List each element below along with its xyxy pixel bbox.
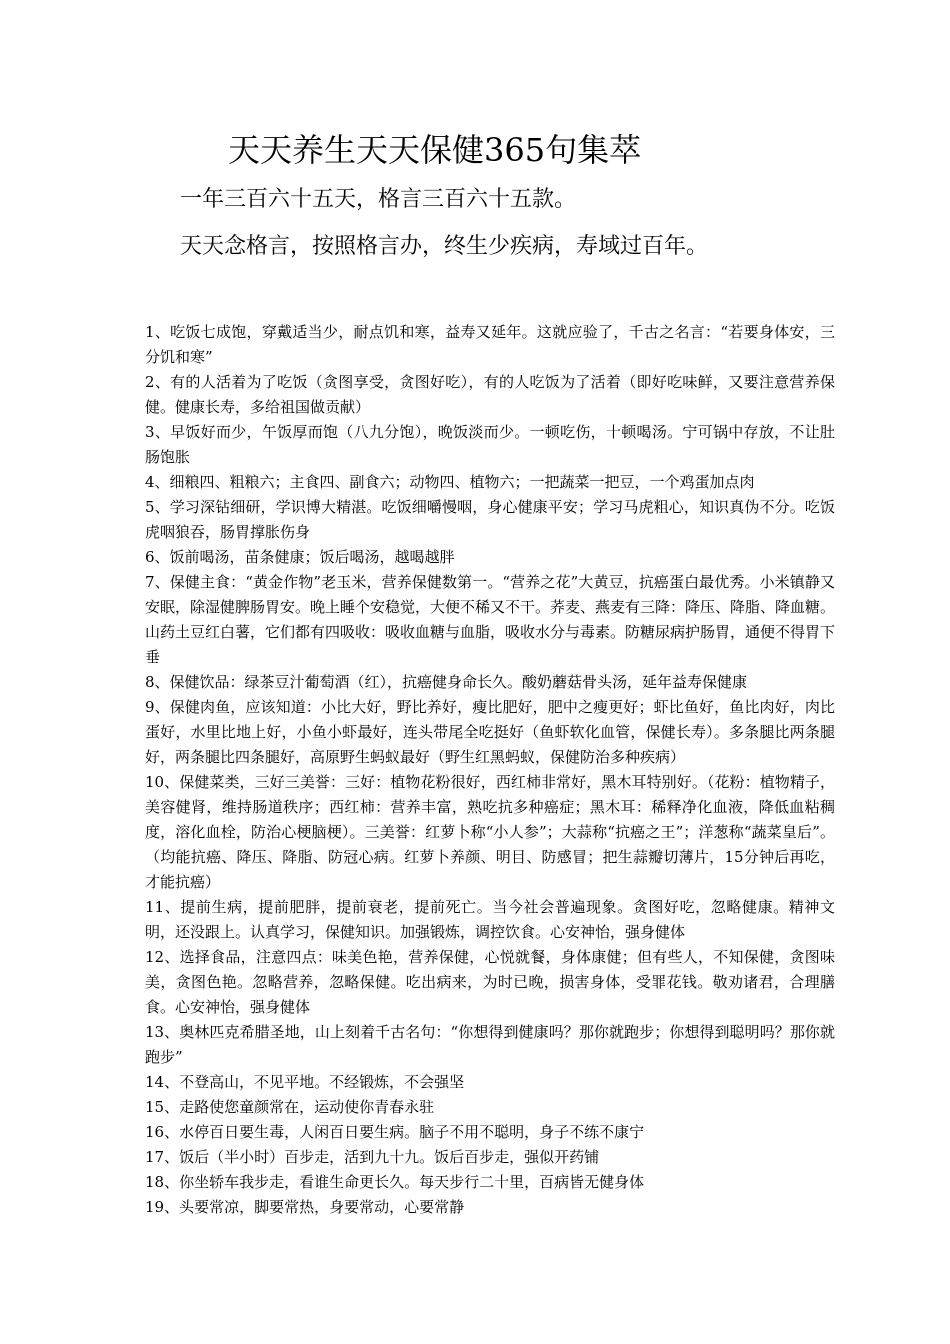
maxim-item: 19、头要常凉，脚要常热，身要常动，心要常静 [145,1198,465,1216]
motto-line-2: 天天念格言，按照格言办，终生少疾病，寿域过百年。 [180,234,709,259]
maxim-item: 9、保健肉鱼，应该知道：小比大好，野比养好，瘦比肥好，肥中之瘦更好；虾比鱼好，鱼比肉好，肉比蛋好，水里比地上好，小鱼小虾最好，连头带尾全吃挺好（鱼虾软化血管，保健长寿）。多条腿比两条腿好，两条腿比四条腿好，高原野生蚂蚁最好（野生红黑蚂蚁，保健防治多种疾病） [145,698,835,766]
document-title: 天天养生天天保健365句集萃 [228,131,642,169]
maxim-item: 6、饭前喝汤，苗条健康；饭后喝汤，越喝越胖 [145,548,455,566]
maxim-item: 11、提前生病，提前肥胖，提前衰老，提前死亡。当今社会普遍现象。贪图好吃，忽略健康。精神文明，还没跟上。认真学习，保健知识。加强锻炼，调控饮食。心安神怡，强身健体 [145,898,835,941]
maxim-item: 14、不登高山，不见平地。不经锻炼，不会强坚 [145,1073,465,1091]
maxim-item: 13、奥林匹克希腊圣地，山上刻着千古名句：“你想得到健康吗？那你就跑步；你想得到聪明吗？那你就跑步” [145,1023,835,1066]
maxim-item: 5、学习深钻细研，学识博大精湛。吃饭细嚼慢咽，身心健康平安；学习马虎粗心，知识真伪不分。吃饭虎咽狼吞，肠胃撑胀伤身 [145,498,835,541]
maxim-list [145,320,835,1220]
maxim-item: 3、早饭好而少，午饭厚而饱（八九分饱），晚饭淡而少。一顿吃伤，十顿喝汤。宁可锅中存放，不让肚肠饱胀 [145,423,835,466]
maxim-item: 7、保健主食：“黄金作物”老玉米，营养保健数第一。“营养之花”大黄豆，抗癌蛋白最优秀。小米镇静又安眠，除湿健脾肠胃安。晚上睡个安稳觉，大便不稀又不干。荞麦、燕麦有三降：降压、降脂、降血糖。山药土豆红白薯，它们都有四吸收：吸收血糖与血脂，吸收水分与毒素。防糖尿病护肠胃，通便不得胃下垂 [145,573,836,666]
maxim-item: 10、保健菜类，三好三美誉：三好：植物花粉很好，西红柿非常好，黑木耳特别好。（花粉：植物精子，美容健肾，维持肠道秩序；西红柿：营养丰富，熟吃抗多种癌症；黑木耳：稀释净化血液，降低血粘稠度，溶化血栓，防治心梗脑梗）。三美誉：红萝卜称“小人参”；大蒜称“抗癌之王”；洋葱称“蔬菜皇后”。（均能抗癌、降压、降脂、防冠心病。红萝卜养颜、明目、防感冒；把生蒜瓣切薄片，15分钟后再吃，才能抗癌） [145,773,835,891]
maxim-item: 17、饭后（半小时）百步走，活到九十九。饭后百步走，强似开药铺 [145,1148,600,1166]
maxim-item: 15、走路使您童颜常在，运动使你青春永驻 [145,1098,435,1116]
maxim-item: 16、水停百日要生毒，人闲百日要生病。脑子不用不聪明，身子不练不康宁 [145,1123,645,1141]
maxim-item: 12、选择食品，注意四点：味美色艳，营养保健，心悦就餐，身体康健；但有些人，不知保健，贪图味美，贪图色艳。忽略营养，忽略保健。吃出病来，为时已晚，损害身体，受罪花钱。敬劝诸君，合理膳食。心安神怡，强身健体 [145,948,835,1016]
maxim-item: 18、你坐轿车我步走，看谁生命更长久。每天步行二十里，百病皆无健身体 [145,1173,645,1191]
maxim-item: 4、细粮四、粗粮六；主食四、副食六；动物四、植物六；一把蔬菜一把豆，一个鸡蛋加点肉 [145,473,755,491]
maxim-item: 2、有的人活着为了吃饭（贪图享受，贪图好吃），有的人吃饭为了活着（即好吃味鲜，又要注意营养保健。健康长寿，多给祖国做贡献） [145,373,835,416]
motto-line-1: 一年三百六十五天，格言三百六十五款。 [180,187,577,212]
maxim-item: 8、保健饮品：绿茶豆汁葡萄酒（红），抗癌健身命长久。酸奶蘑菇骨头汤，延年益寿保健康 [145,673,748,691]
maxim-item: 1、吃饭七成饱，穿戴适当少，耐点饥和寒，益寿又延年。这就应验了，千古之名言：“若要身体安，三分饥和寒” [145,323,835,366]
